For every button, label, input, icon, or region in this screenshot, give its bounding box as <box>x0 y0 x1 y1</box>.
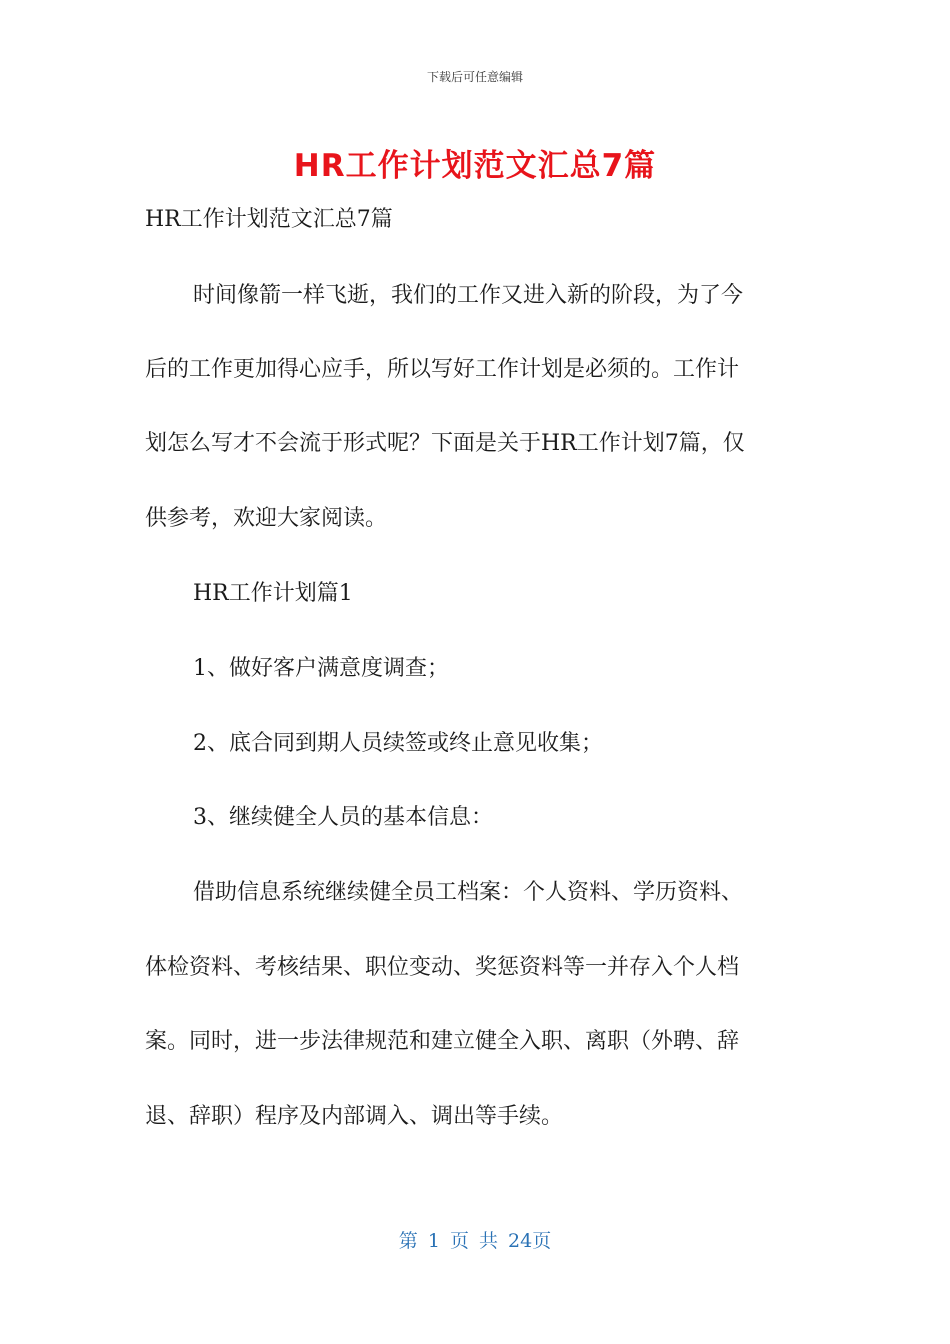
list-item-2: 2、底合同到期人员续签或终止意见收集； <box>193 731 603 756</box>
intro-line-2: 后的工作更加得心应手，所以写好工作计划是必须的。工作计 <box>145 357 740 382</box>
detail-line-4: 退、辞职）程序及内部调入、调出等手续。 <box>145 1104 564 1129</box>
document-subtitle: HR工作计划范文汇总7篇 <box>145 207 393 232</box>
section-heading: HR工作计划篇1 <box>193 581 353 606</box>
detail-line-1: 借助信息系统继续健全员工档案：个人资料、学历资料、 <box>193 880 744 905</box>
detail-line-3: 案。同时，进一步法律规范和建立健全入职、离职（外聘、辞 <box>145 1029 740 1054</box>
page-footer: 第 1 页 共 24页 <box>398 1230 552 1252</box>
intro-line-3: 划怎么写才不会流于形式呢？下面是关于HR工作计划7篇，仅 <box>145 431 745 456</box>
intro-line-4: 供参考，欢迎大家阅读。 <box>145 506 388 531</box>
detail-line-2: 体检资料、考核结果、职位变动、奖惩资料等一并存入个人档 <box>145 955 740 980</box>
list-item-3: 3、继续健全人员的基本信息： <box>193 805 493 830</box>
intro-line-1: 时间像箭一样飞逝，我们的工作又进入新的阶段，为了今 <box>193 283 744 308</box>
document-title: HR工作计划范文汇总7篇 <box>293 148 657 184</box>
list-item-1: 1、做好客户满意度调查； <box>193 656 449 681</box>
header-note: 下载后可任意编辑 <box>426 70 523 84</box>
